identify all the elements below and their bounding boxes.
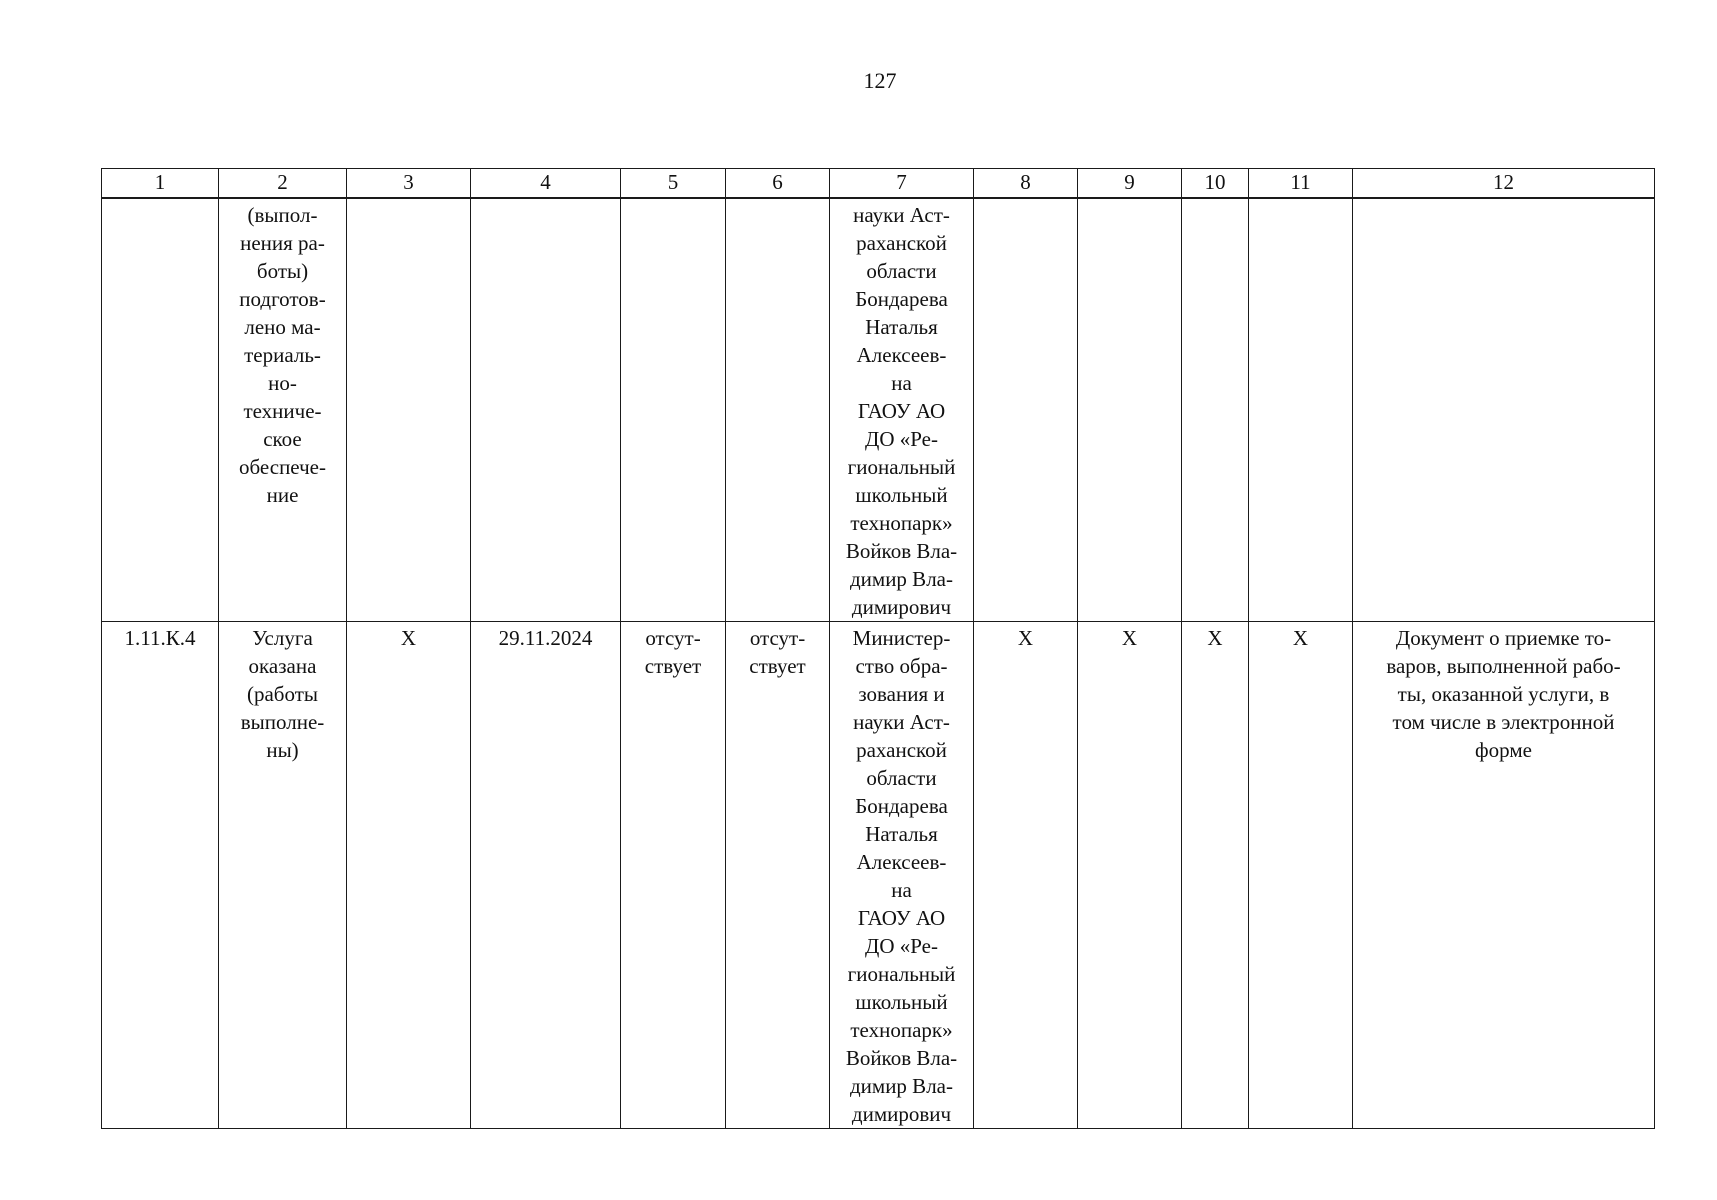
cell-responsible: Министер- ство обра- зования и науки Аст- раханской области Бондарева Наталья Алексеев- на ГАОУ АО ДО «Ре- гиональный школьный технопарк» Войков Вла- димир Вла- димирович [830,622,974,1129]
column-header-12: 12 [1353,169,1655,199]
cell-col11 [1249,198,1353,622]
table-row [102,198,1655,622]
cell-number [102,198,219,622]
column-header-1: 1 [102,169,219,199]
cell-col9 [1078,198,1182,622]
cell-col8: X [974,622,1078,1129]
cell-col6: отсут- ствует [726,622,830,1129]
column-header-7: 7 [830,169,974,199]
cell-date [471,198,621,622]
column-header-3: 3 [347,169,471,199]
cell-col10: X [1182,622,1249,1129]
cell-event-name: Услуга оказана (работы выполне- ны) [219,622,347,1129]
table-row [102,622,1655,1129]
table-header-row [102,169,1655,199]
cell-event-name: (выпол- нения ра- боты) подготов- лено ма- териаль- но- техниче- ское обеспече- ние [219,198,347,622]
cell-col10 [1182,198,1249,622]
cell-number: 1.11.К.4 [102,622,219,1129]
column-header-9: 9 [1078,169,1182,199]
document-table [101,168,1655,1129]
cell-col3 [347,198,471,622]
cell-col3: X [347,622,471,1129]
cell-date: 29.11.2024 [471,622,621,1129]
column-header-11: 11 [1249,169,1353,199]
column-header-2: 2 [219,169,347,199]
cell-col11: X [1249,622,1353,1129]
cell-responsible: науки Аст- раханской области Бондарева Наталья Алексеев- на ГАОУ АО ДО «Ре- гиональный школьный технопарк» Войков Вла- димир Вла- димирович [830,198,974,622]
page-number: 127 [863,68,897,93]
column-header-10: 10 [1182,169,1249,199]
column-header-6: 6 [726,169,830,199]
cell-col6 [726,198,830,622]
cell-col5 [621,198,726,622]
cell-document [1353,198,1655,622]
cell-col8 [974,198,1078,622]
column-header-8: 8 [974,169,1078,199]
column-header-4: 4 [471,169,621,199]
cell-document: Документ о приемке то- варов, выполненной рабо- ты, оказанной услуги, в том числе в электронной форме [1353,622,1655,1129]
cell-col9: X [1078,622,1182,1129]
column-header-5: 5 [621,169,726,199]
cell-col5: отсут- ствует [621,622,726,1129]
